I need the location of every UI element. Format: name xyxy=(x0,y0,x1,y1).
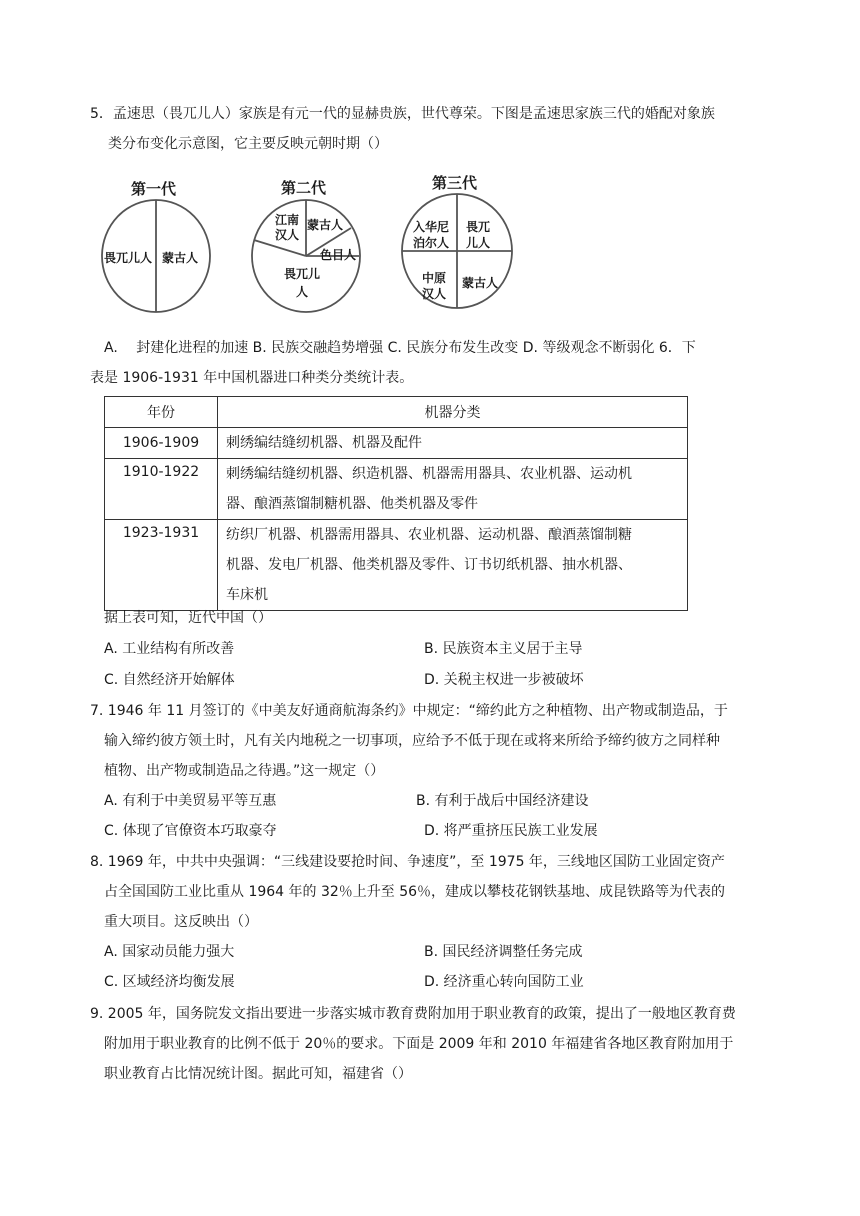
row-year: 1906-1909 xyxy=(105,428,218,459)
row-category-line: 机器、发电厂机器、他类机器及零件、订书切纸机器、抽水机器、 xyxy=(226,557,632,573)
gen3-title: 第三代 xyxy=(432,174,478,192)
row-year: 1910-1922 xyxy=(105,459,218,520)
q6-stem: 据上表可知，近代中国（） xyxy=(104,610,272,626)
row-category-line: 刺绣编结缝纫机器、机器及配件 xyxy=(226,435,422,451)
table-row xyxy=(105,459,688,520)
q7-stem-line2: 输入缔约彼方领土时，凡有关内地税之一切事项，应给予不低于现在或将来所给予缔约彼方之同样种 xyxy=(104,733,720,749)
q6-stem-line: 表是 1906-1931 年中国机器进口种类分类统计表。 xyxy=(90,370,414,386)
q9-stem-line1: 9. 2005 年，国务院发文指出要进一步落实城市教育费附加用于职业教育的政策，提出了一般地区教育费 xyxy=(90,1006,736,1022)
q7-option-a[interactable]: A. 有利于中美贸易平等互惠 xyxy=(104,793,277,809)
gen1-right-label: 蒙古人 xyxy=(162,251,199,265)
table-header-row xyxy=(105,397,688,428)
gen2-jiangnan-label: 江南 汉人 xyxy=(275,213,300,242)
row-year: 1923-1931 xyxy=(105,520,218,611)
row-category-line: 纺织厂机器、机器需用器具、农业机器、运动机器、酿酒蒸馏制糖 xyxy=(226,527,632,543)
gen2-menggu-label: 蒙古人 xyxy=(307,218,344,232)
q6-option-c[interactable]: C. 自然经济开始解体 xyxy=(104,672,235,688)
q9-stem-line3: 职业教育占比情况统计图。据此可知，福建省（） xyxy=(104,1066,412,1082)
q5-stem-line1: 5．孟速思（畏兀儿人）家族是有元一代的显赫贵族，世代尊荣。下图是孟速思家族三代的婚配对象族 xyxy=(90,106,715,122)
machine-import-table xyxy=(104,396,688,611)
q8-option-c[interactable]: C. 区域经济均衡发展 xyxy=(104,974,235,990)
row-categories xyxy=(218,428,688,459)
table-row xyxy=(105,428,688,459)
q8-option-d[interactable]: D. 经济重心转向国防工业 xyxy=(424,974,584,990)
q7-stem-line3: 植物、出产物或制造品之待遇。”这一规定（） xyxy=(104,763,385,779)
gen1-title: 第一代 xyxy=(131,180,177,198)
gen2-weiwuer-label: 畏兀儿 人 xyxy=(284,267,321,299)
row-category-line: 器、酿酒蒸馏制糖机器、他类机器及零件 xyxy=(226,496,478,512)
gen3-zhongyuan-label: 中原 汉人 xyxy=(422,271,447,301)
gen2-title: 第二代 xyxy=(281,179,327,197)
q5-stem-line2: 类分布变化示意图，它主要反映元朝时期（） xyxy=(108,136,388,152)
gen1-left-label: 畏兀儿人 xyxy=(104,251,153,265)
q7-stem-line1: 7. 1946 年 11 月签订的《中美友好通商航海条约》中规定：“缔约此方之种植物、出产物或制造品，于 xyxy=(90,703,728,719)
q8-option-a[interactable]: A. 国家动员能力强大 xyxy=(104,944,235,960)
table-row xyxy=(105,520,688,611)
gen3-nepal-label: 入华尼 泊尔人 xyxy=(413,220,450,250)
q6-option-b[interactable]: B. 民族资本主义居于主导 xyxy=(424,641,583,657)
gen2-semu-label: 色目人 xyxy=(320,248,357,262)
q6-option-a[interactable]: A. 工业结构有所改善 xyxy=(104,641,235,657)
q7-option-c[interactable]: C. 体现了官僚资本巧取豪夺 xyxy=(104,823,277,839)
gen3-pie-graphic xyxy=(400,192,514,310)
gen3-weiwuer-label: 畏兀 儿人 xyxy=(466,220,491,250)
q8-stem-line3: 重大项目。这反映出（） xyxy=(104,914,258,930)
q6-option-d[interactable]: D. 关税主权进一步被破坏 xyxy=(424,672,584,688)
q9-stem-line2: 附加用于职业教育的比例不低于 20％的要求。下面是 2009 年和 2010 年福建省各地区教育附加用于 xyxy=(104,1036,734,1052)
header-category: 机器分类 xyxy=(218,397,688,428)
row-category-line: 刺绣编结缝纫机器、织造机器、机器需用器具、农业机器、运动机 xyxy=(226,466,632,482)
q8-option-b[interactable]: B. 国民经济调整任务完成 xyxy=(424,944,583,960)
gen3-menggu-label: 蒙古人 xyxy=(462,276,499,290)
row-categories xyxy=(218,520,688,611)
q7-option-b[interactable]: B. 有利于战后中国经济建设 xyxy=(416,793,589,809)
header-year: 年份 xyxy=(105,397,218,428)
q8-stem-line1: 8. 1969 年，中共中央强调：“三线建设要抢时间、争速度”，至 1975 年，三线地区国防工业固定资产 xyxy=(90,854,725,870)
q7-option-d[interactable]: D. 将严重挤压民族工业发展 xyxy=(424,823,598,839)
row-categories xyxy=(218,459,688,520)
q8-stem-line2: 占全国国防工业比重从 1964 年的 32％上升至 56％，建成以攀枝花钢铁基地、成昆铁路等为代表的 xyxy=(104,884,726,900)
row-category-line: 车床机 xyxy=(226,587,268,603)
q5-options: A. 封建化进程的加速 B. 民族交融趋势增强 C. 民族分布发生改变 D. 等级观念不断弱化 6．下 xyxy=(104,340,696,356)
